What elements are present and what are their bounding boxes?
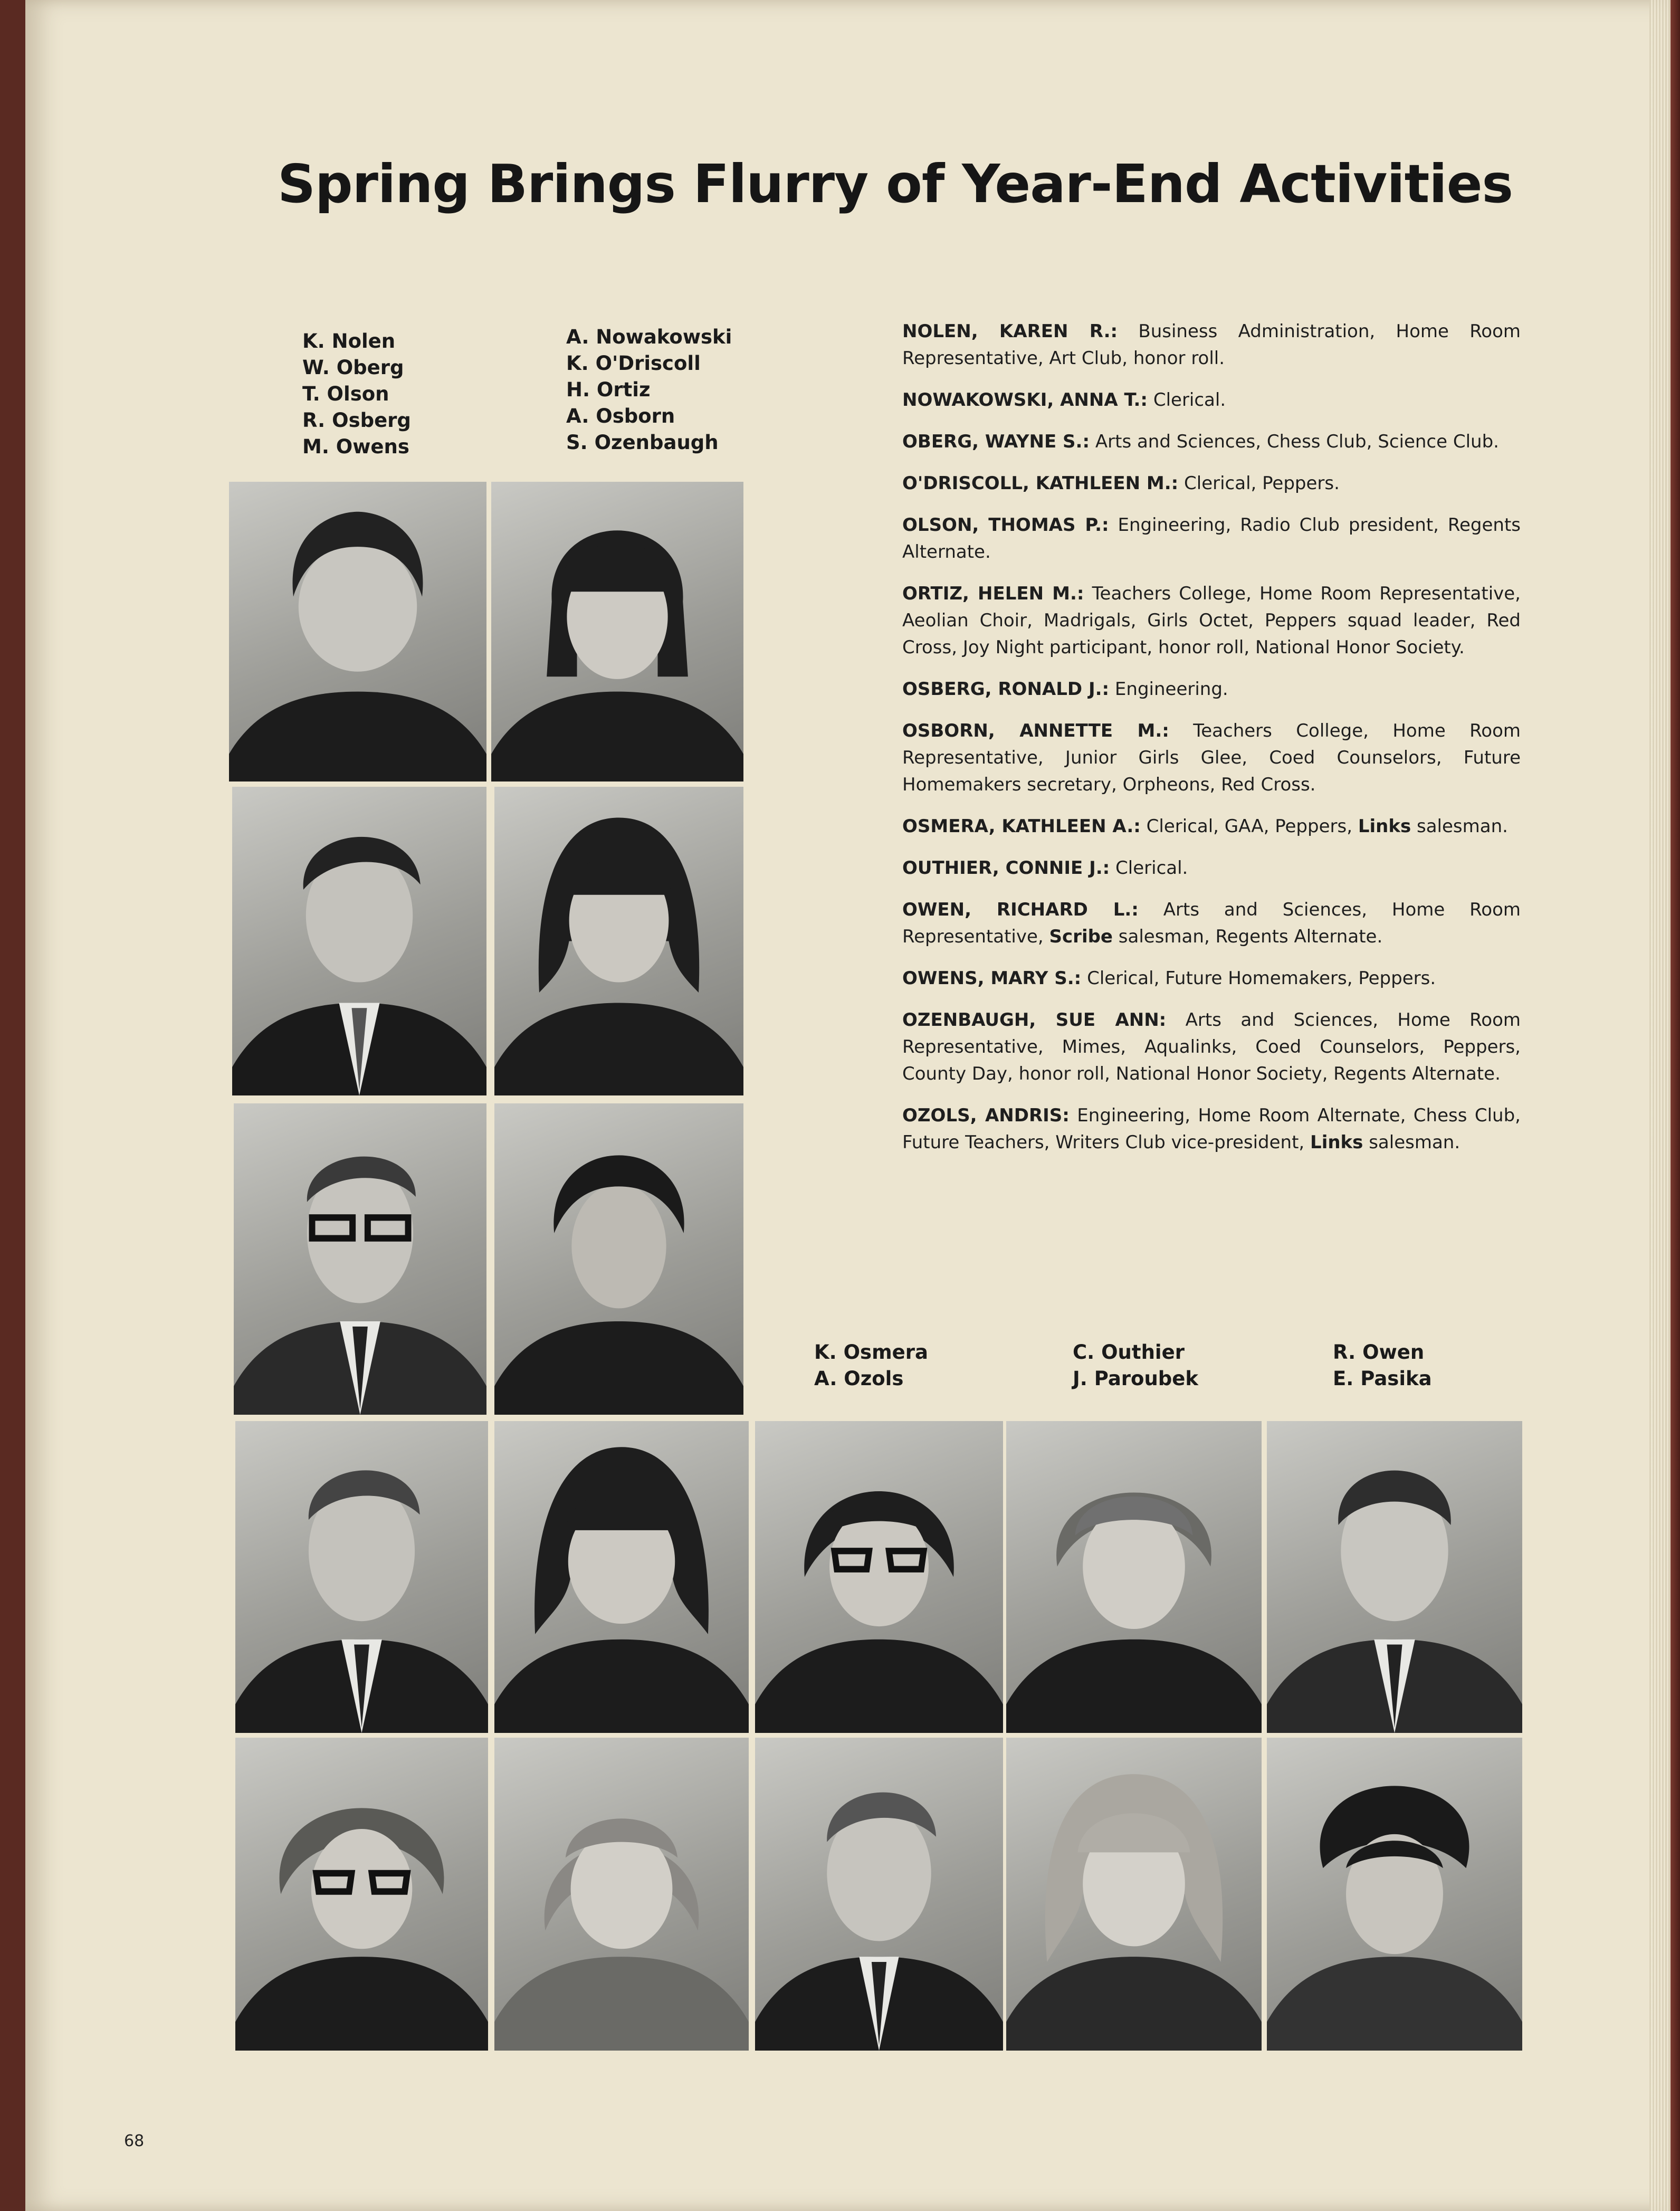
portrait-photo xyxy=(494,1103,743,1415)
caption-name: R. Osberg xyxy=(302,409,411,432)
bio-entry xyxy=(902,965,1521,992)
bio-name: NOLEN, KAREN R.: xyxy=(902,321,1118,342)
page-edges xyxy=(1649,0,1671,2211)
page-title: Spring Brings Flurry of Year-End Activities xyxy=(278,153,1513,215)
caption-name: A. Osborn xyxy=(566,405,675,427)
bio-text: Arts and Sciences, Home Room Representative, xyxy=(902,899,1521,947)
bio-name: OSMERA, KATHLEEN A.: xyxy=(902,816,1141,837)
caption-name: M. Owens xyxy=(302,435,409,458)
bio-name: NOWAKOWSKI, ANNA T.: xyxy=(902,389,1148,411)
caption-name: C. Outhier xyxy=(1073,1341,1185,1364)
portrait-photo xyxy=(491,482,743,782)
bio-text: salesman, Regents Alternate. xyxy=(1113,926,1383,947)
bio-name: OWENS, MARY S.: xyxy=(902,968,1082,989)
bio-entry xyxy=(902,1102,1521,1156)
caption-name: J. Paroubek xyxy=(1073,1367,1198,1390)
caption-name: W. Oberg xyxy=(302,356,404,379)
portrait-photo xyxy=(1267,1421,1522,1733)
book-binding xyxy=(1671,0,1680,2211)
bio-name: OZENBAUGH, SUE ANN: xyxy=(902,1009,1167,1031)
caption-name: R. Owen xyxy=(1333,1341,1425,1364)
bio-entry xyxy=(902,718,1521,798)
bio-entry xyxy=(902,897,1521,950)
bio-entry xyxy=(902,428,1521,455)
bio-text: Arts and Sciences, Chess Club, Science Club. xyxy=(1090,431,1499,452)
bio-text: Clerical, GAA, Peppers, xyxy=(1140,816,1358,837)
bio-text: Clerical. xyxy=(1148,389,1226,411)
bio-text: Teachers College, Home Room Representative, Aeolian Choir, Madrigals, Girls Octet, Peppers squad leader, Red Cross, Joy Night participant, honor roll, National Honor Society. xyxy=(902,583,1521,658)
caption-name: K. Osmera xyxy=(814,1341,928,1364)
caption-name: K. Nolen xyxy=(302,330,396,352)
bio-entry xyxy=(902,813,1521,840)
bio-name: O'DRISCOLL, KATHLEEN M.: xyxy=(902,473,1179,494)
bio-text: Clerical, Future Homemakers, Peppers. xyxy=(1081,968,1436,989)
bio-entry xyxy=(902,387,1521,414)
portrait-photo xyxy=(494,787,743,1095)
publication-name: Scribe xyxy=(1049,926,1113,947)
bio-name: ORTIZ, HELEN M.: xyxy=(902,583,1084,604)
bio-entry xyxy=(902,1007,1521,1088)
bio-entry xyxy=(902,855,1521,882)
publication-name: Links xyxy=(1310,1132,1363,1153)
bio-entry xyxy=(902,580,1521,661)
bio-name: OSBORN, ANNETTE M.: xyxy=(902,720,1169,741)
bio-entry xyxy=(902,512,1521,566)
bio-name: OWEN, RICHARD L.: xyxy=(902,899,1139,920)
biography-list xyxy=(902,318,1521,1171)
bio-text: Engineering, Radio Club president, Regents Alternate. xyxy=(902,514,1521,563)
caption-name: A. Nowakowski xyxy=(566,326,732,348)
portrait-photo xyxy=(229,482,486,782)
portrait-photo xyxy=(235,1421,488,1733)
bio-text: Teachers College, Home Room Representative, Junior Girls Glee, Coed Counselors, Future Homemakers secretary, Orpheons, Red Cross. xyxy=(902,720,1521,795)
portrait-photo xyxy=(1267,1738,1522,2051)
caption-name: K. O'Driscoll xyxy=(566,352,701,375)
publication-name: Links xyxy=(1358,816,1411,837)
caption-name: S. Ozenbaugh xyxy=(566,431,719,454)
bio-name: OSBERG, RONALD J.: xyxy=(902,679,1110,700)
bio-text: Arts and Sciences, Home Room Representative, Mimes, Aqualinks, Coed Counselors, Peppers, County Day, honor roll, National Honor Society, Regents Alternate. xyxy=(902,1009,1521,1084)
bio-text: Engineering. xyxy=(1109,679,1228,700)
bio-name: OUTHIER, CONNIE J.: xyxy=(902,857,1110,879)
caption-name: T. Olson xyxy=(302,383,389,405)
page-number: 68 xyxy=(124,2132,145,2150)
portrait-photo xyxy=(494,1421,749,1733)
caption-list-top-right xyxy=(566,324,732,456)
caption-list-bottom-1 xyxy=(814,1339,928,1392)
bio-entry xyxy=(902,676,1521,703)
bio-name: OBERG, WAYNE S.: xyxy=(902,431,1090,452)
portrait-photo xyxy=(1006,1738,1262,2051)
portrait-photo xyxy=(494,1738,749,2051)
caption-name: H. Ortiz xyxy=(566,378,651,401)
caption-list-top-left xyxy=(302,328,411,460)
portrait-photo xyxy=(1006,1421,1262,1733)
portrait-photo xyxy=(755,1738,1003,2051)
bio-text: Business Administration, Home Room Representative, Art Club, honor roll. xyxy=(902,321,1521,369)
bio-name: OZOLS, ANDRIS: xyxy=(902,1105,1070,1126)
bio-text: Engineering, Home Room Alternate, Chess Club, Future Teachers, Writers Club vice-president, xyxy=(902,1105,1521,1153)
bio-name: OLSON, THOMAS P.: xyxy=(902,514,1109,536)
caption-name: A. Ozols xyxy=(814,1367,904,1390)
bio-text: salesman. xyxy=(1363,1132,1461,1153)
caption-name: E. Pasika xyxy=(1333,1367,1432,1390)
portrait-photo xyxy=(234,1103,486,1415)
portrait-photo xyxy=(232,787,486,1095)
caption-list-bottom-2 xyxy=(1073,1339,1198,1392)
bio-text: Clerical. xyxy=(1110,857,1188,879)
bio-entry xyxy=(902,470,1521,497)
bio-text: salesman. xyxy=(1411,816,1508,837)
portrait-photo xyxy=(755,1421,1003,1733)
bio-text: Clerical, Peppers. xyxy=(1178,473,1340,494)
caption-list-bottom-3 xyxy=(1333,1339,1432,1392)
bio-entry xyxy=(902,318,1521,372)
portrait-photo xyxy=(235,1738,488,2051)
